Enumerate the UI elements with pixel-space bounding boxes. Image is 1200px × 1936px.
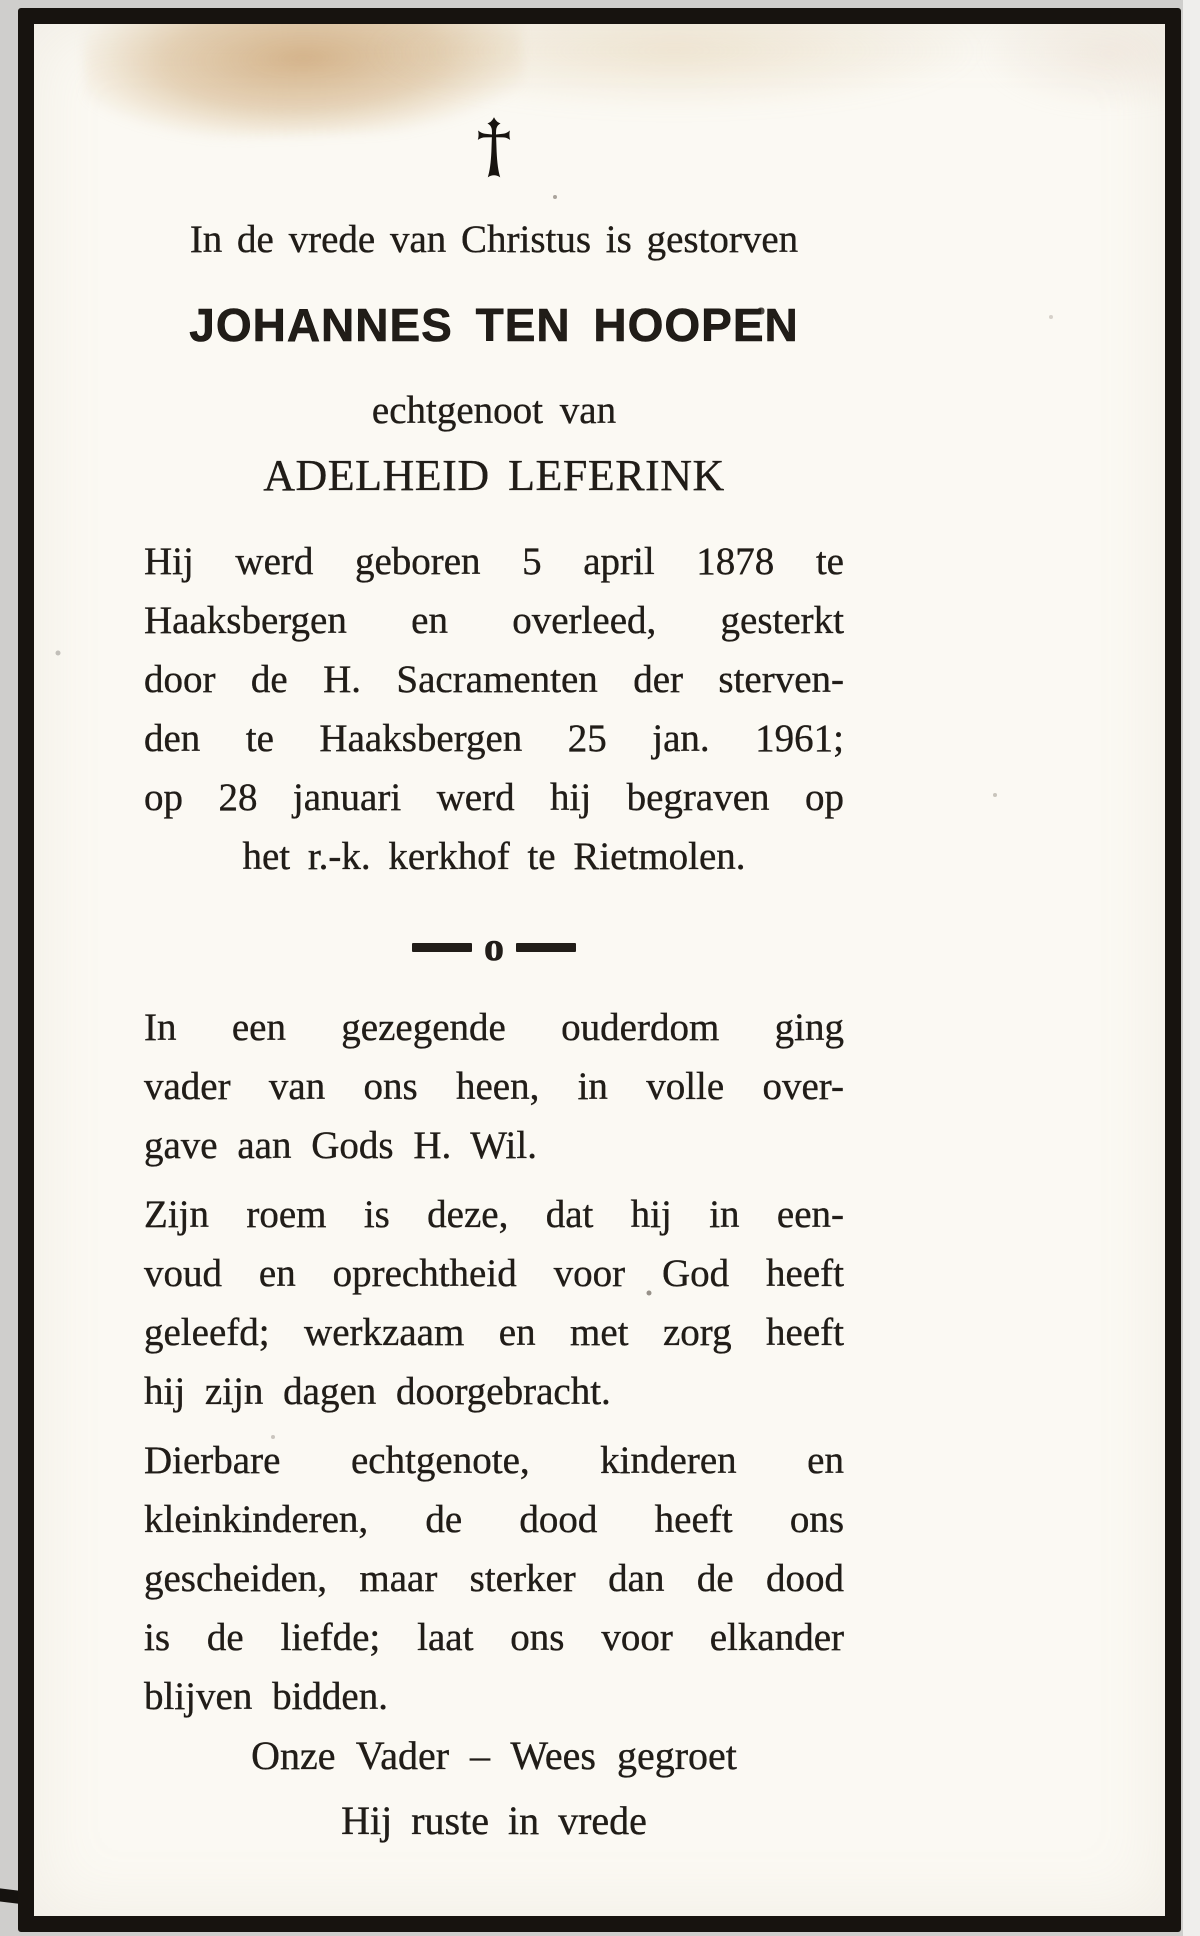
text-line: hij zijn dagen doorgebracht. [144,1370,611,1413]
stain-band [364,8,984,112]
text-line: gescheiden, maar sterker dan de dood [144,1557,844,1600]
text-line: In een gezegende ouderdom ging [144,1006,844,1049]
stain-faint [984,8,1181,110]
obituary-paragraph [144,1185,844,1421]
prayer-line: Onze Vader – Wees gegroet [251,1733,737,1778]
relation-line: echtgenoot van [371,389,617,432]
text-line: door de H. Sacramenten der sterven- [144,658,844,701]
text-line: den te Haaksbergen 25 jan. 1961; [144,717,844,760]
closing-prayers [144,1726,844,1850]
obituary-paragraphs-rest [144,998,844,1726]
obituary-paragraph [144,1431,844,1726]
obituary-paragraphs-top [144,532,844,886]
divider-dash-right [516,943,576,952]
text-line: Dierbare echtgenote, kinderen en [144,1439,844,1482]
text-line: Zijn roem is deze, dat hij in een- [144,1193,844,1236]
section-divider [144,926,844,968]
scanner-edge-strip [1183,0,1200,1936]
text-line: gave aan Gods H. Wil. [144,1124,537,1167]
spouse-name: ADELHEID LEFERINK [263,451,725,500]
text-line: voud en oprechtheid voor God heeft [144,1252,844,1295]
text-line: geleefd; werkzaam en met zorg heeft [144,1311,844,1354]
intro-line: In de vrede van Christus is gestorven [189,218,799,261]
text-line: kleinkinderen, de dood heeft ons [144,1498,844,1541]
text-line: het r.-k. kerkhof te Rietmolen. [242,835,746,878]
text-line: blijven bidden. [144,1675,388,1718]
latin-cross-icon [144,112,844,190]
ink-specks [34,24,36,26]
deceased-name: JOHANNES TEN HOOPEN [189,299,799,351]
divider-dash-left [412,943,472,952]
memorial-card [18,8,1181,1932]
divider-o: o [484,924,504,969]
text-line: Haaksbergen en overleed, gesterkt [144,599,844,642]
rest-in-peace-line: Hij ruste in vrede [341,1798,647,1843]
obituary-paragraph [144,998,844,1175]
text-line: vader van ons heen, in volle over- [144,1065,844,1108]
text-line: Hij werd geboren 5 april 1878 te [144,540,844,583]
text-line: is de liefde; laat ons voor elkander [144,1616,844,1659]
card-text-column [144,112,844,1850]
text-line: op 28 januari werd hij begraven op [144,776,844,819]
obituary-paragraph [144,532,844,886]
